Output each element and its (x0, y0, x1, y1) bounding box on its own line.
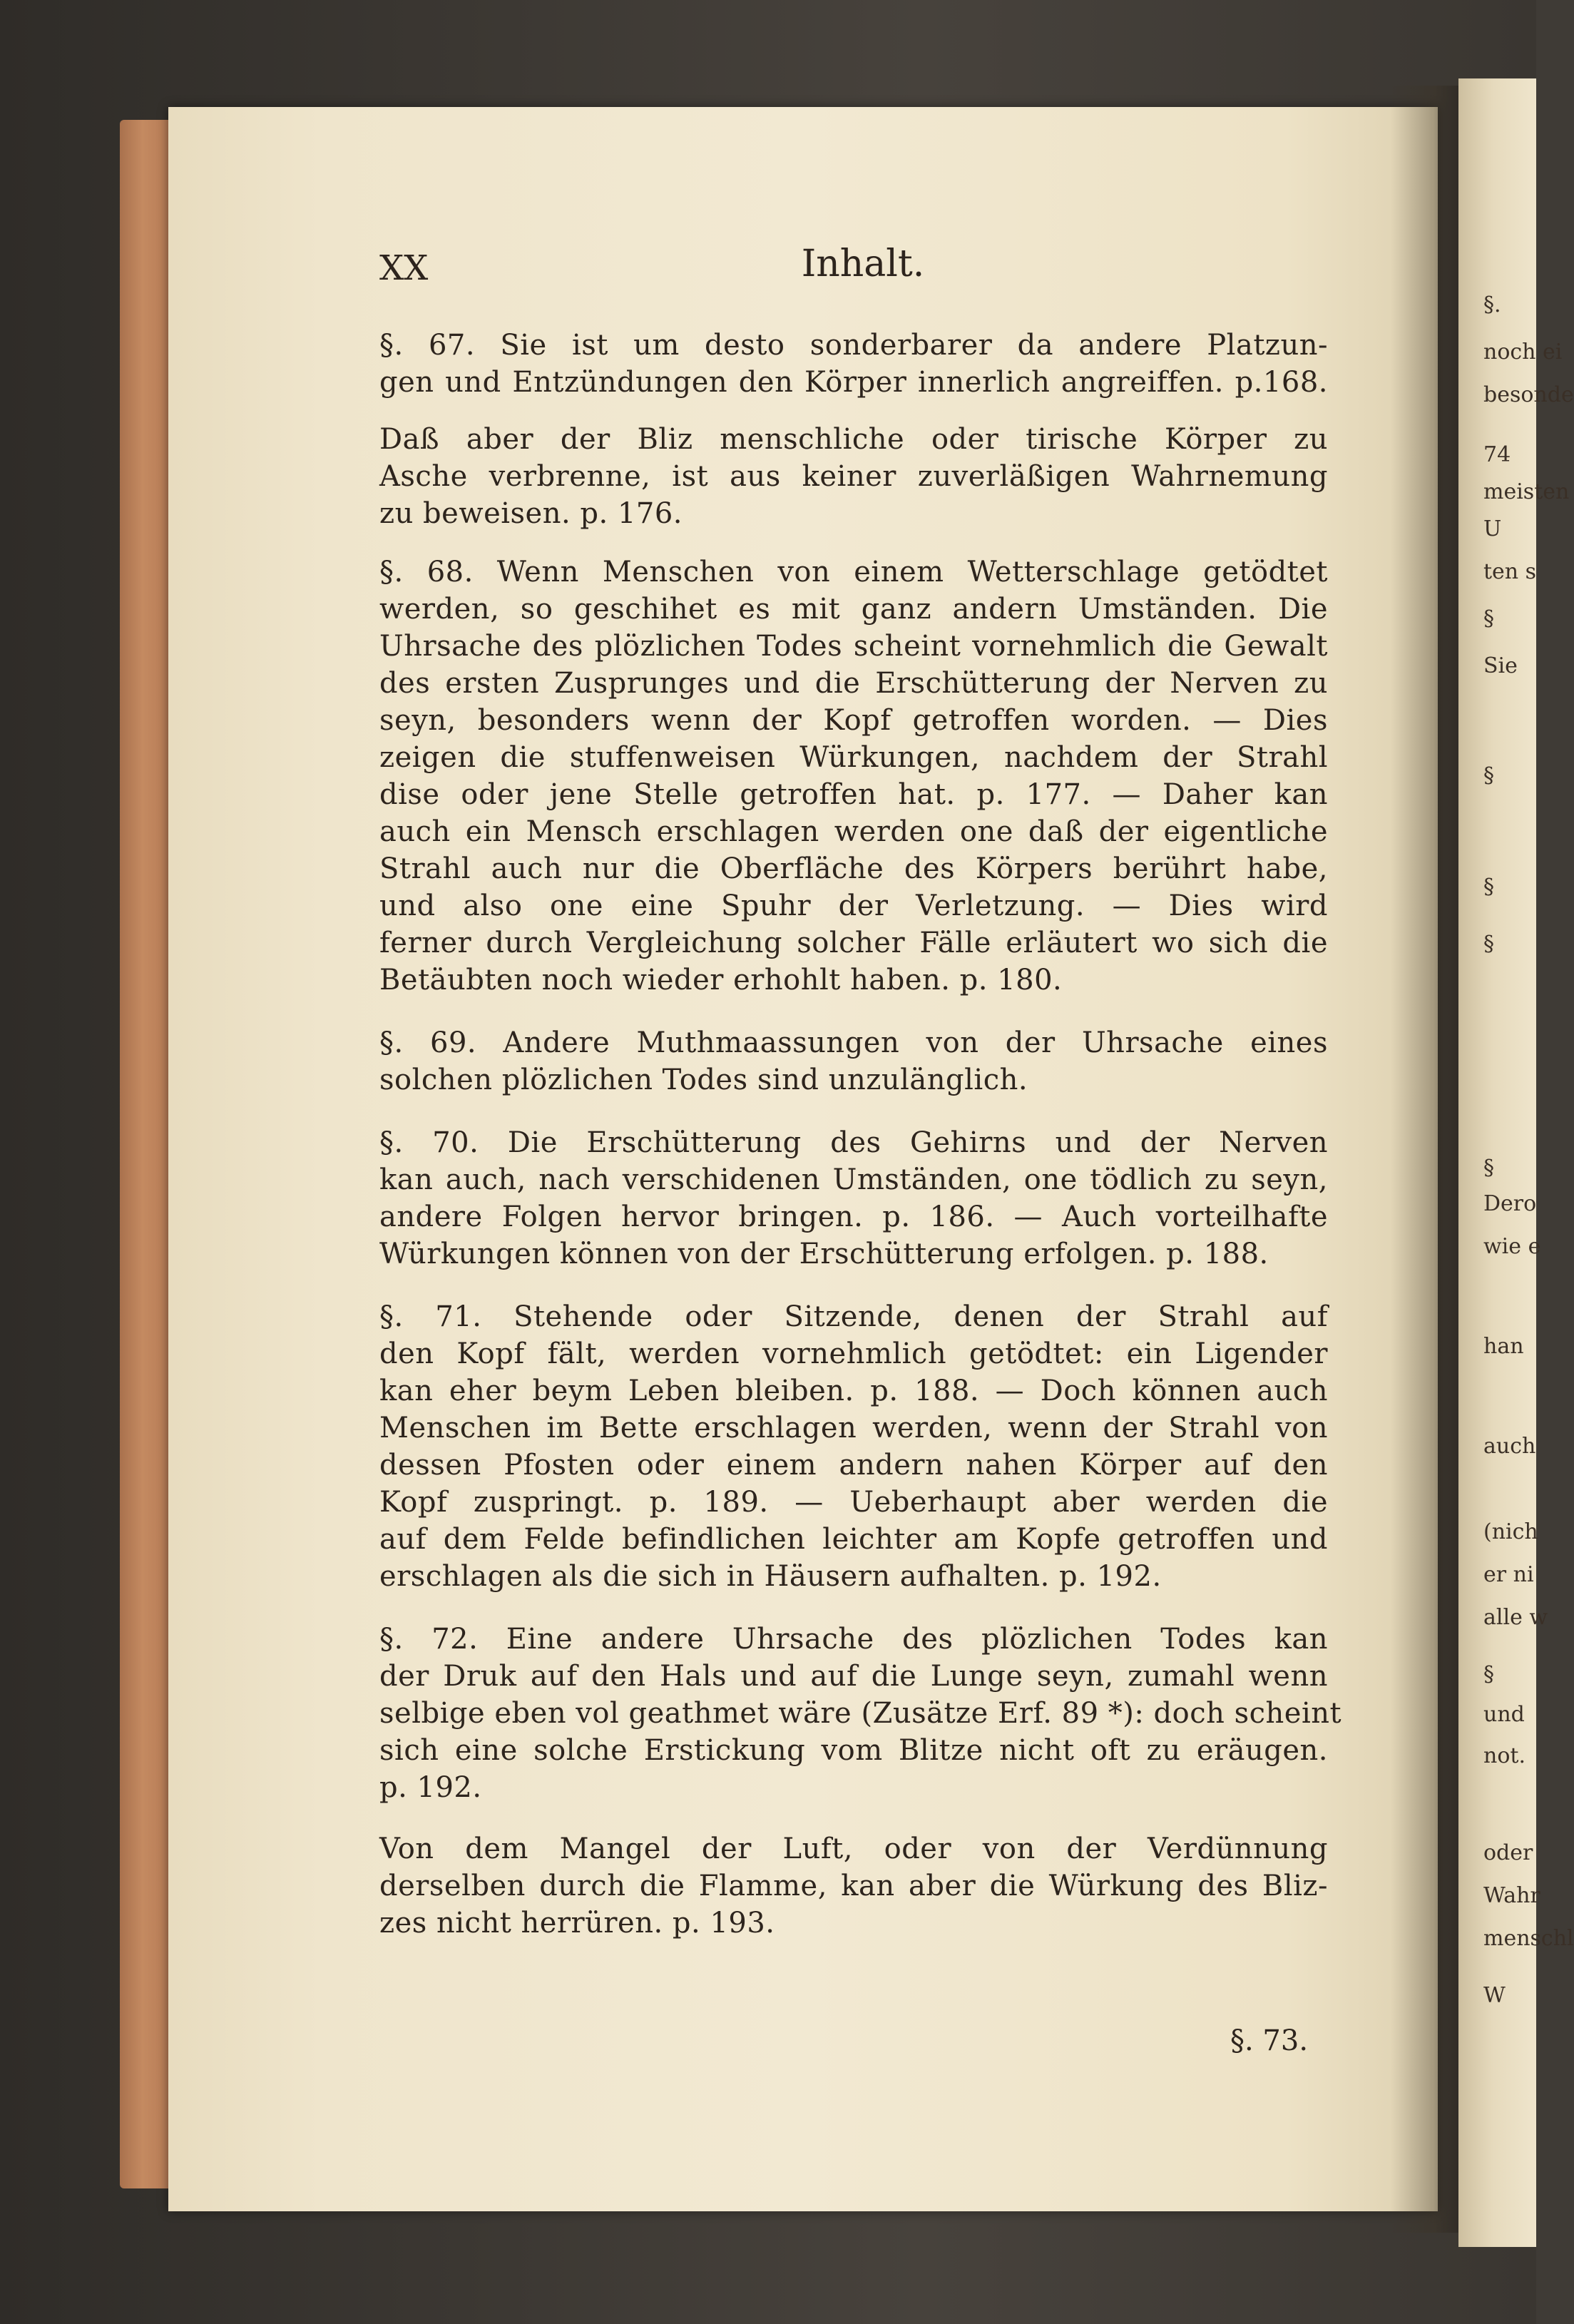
text-line: §. 67. Sie ist um desto sonderbarer da andere Platzun- (379, 329, 1328, 362)
facing-page-fragment: alle w (1483, 1605, 1548, 1630)
text-line: Uhrsache des plözlichen Todes scheint vornehmlich die Gewalt (379, 630, 1328, 663)
page-gutter-shadow (1391, 86, 1469, 2233)
facing-page-fragment: § (1483, 932, 1494, 957)
facing-page-fragment: han (1483, 1334, 1524, 1359)
text-line: §. 71. Stehende oder Sitzende, denen der Strahl auf (379, 1300, 1328, 1333)
text-line: Menschen im Bette erschlagen werden, wenn der Strahl von (379, 1412, 1328, 1444)
facing-page-fragment: W (1483, 1983, 1506, 2008)
facing-page-fragment: § (1483, 763, 1494, 788)
facing-page-fragment: § (1483, 1662, 1494, 1687)
text-line: §. 68. Wenn Menschen von einem Wetterschlage getödtet (379, 556, 1328, 588)
facing-page-fragment: meisten (1483, 479, 1570, 504)
running-head: Inhalt. (801, 243, 925, 285)
text-line: Kopf zuspringt. p. 189. — Ueberhaupt aber werden die (379, 1486, 1328, 1519)
text-line: Daß aber der Bliz menschliche oder tirische Körper zu (379, 423, 1328, 456)
text-line: zeigen die stuffenweisen Würkungen, nachdem der Strahl (379, 741, 1328, 774)
text-line: kan eher beym Leben bleiben. p. 188. — Doch können auch (379, 1375, 1328, 1407)
text-line: derselben durch die Flamme, kan aber die Würkung des Bliz- (379, 1870, 1328, 1902)
text-line: dessen Pfosten oder einem andern nahen Körper auf den (379, 1449, 1328, 1482)
text-line: auf dem Felde befindlichen leichter am Kopfe getroffen und (379, 1523, 1328, 1556)
text-line: Asche verbrenne, ist aus keiner zuverläßigen Wahrnemung (379, 460, 1328, 493)
facing-page-fragment: Sie (1483, 653, 1518, 678)
facing-page-fragment: er ni (1483, 1562, 1534, 1587)
text-line: andere Folgen hervor bringen. p. 186. — Auch vorteilhafte (379, 1201, 1328, 1233)
text-line: §. 70. Die Erschütterung des Gehirns und der Nerven (379, 1126, 1328, 1159)
catchword: §. 73. (1230, 2024, 1309, 2057)
text-line: werden, so geschihet es mit ganz andern Umständen. Die (379, 593, 1328, 626)
text-line: kan auch, nach verschidenen Umständen, one tödlich zu seyn, (379, 1163, 1328, 1196)
text-line: §. 69. Andere Muthmaassungen von der Uhrsache eines (379, 1026, 1328, 1059)
text-line: des ersten Zusprunges und die Erschütterung der Nerven zu (379, 667, 1328, 700)
facing-page-fragment: (nich (1483, 1519, 1538, 1544)
facing-page-fragment: Wahr (1483, 1883, 1540, 1908)
text-line: §. 72. Eine andere Uhrsache des plözlichen Todes kan (379, 1623, 1328, 1656)
text-line: Strahl auch nur die Oberfläche des Körpers berührt habe, (379, 852, 1328, 885)
facing-page-fragment: § (1483, 875, 1494, 899)
text-line: der Druk auf den Hals und auf die Lunge seyn, zumahl wenn (379, 1660, 1328, 1693)
text-line: und also one eine Spuhr der Verletzung. — Dies wird (379, 890, 1328, 922)
text-line: seyn, besonders wenn der Kopf getroffen worden. — Dies (379, 704, 1328, 737)
facing-page-fragment: § (1483, 1156, 1494, 1181)
text-line: zu beweisen. p. 176. (379, 497, 683, 530)
facing-page-fragment: noch ei (1483, 340, 1563, 365)
text-line: sich eine solche Erstickung vom Blitze nicht oft zu eräugen. (379, 1734, 1328, 1767)
text-line: gen und Entzündungen den Körper innerlich angreiffen. p.168. (379, 366, 1328, 399)
text-line: selbige eben vol geathmet wäre (Zusätze Erf. 89 *): doch scheint (379, 1697, 1342, 1730)
text-line: Betäubten noch wieder erhohlt haben. p. 180. (379, 964, 1063, 997)
facing-page-fragment: wie e (1483, 1234, 1541, 1259)
facing-page-fragment: auch (1483, 1434, 1536, 1459)
text-line: dise oder jene Stelle getroffen hat. p. 177. — Daher kan (379, 778, 1328, 811)
text-line: den Kopf fält, werden vornehmlich getödtet: ein Ligender (379, 1337, 1328, 1370)
facing-page-fragment: menschl (1483, 1926, 1574, 1951)
facing-page-fragment: oder (1483, 1840, 1533, 1865)
facing-page-fragment: not. (1483, 1743, 1526, 1768)
facing-page-fragment: 74 (1483, 442, 1511, 467)
page-number: XX (379, 248, 429, 288)
facing-page-fragment: besonde (1483, 382, 1574, 407)
text-line: Von dem Mangel der Luft, oder von der Verdünnung (379, 1833, 1328, 1865)
facing-page-fragment: §. (1483, 292, 1501, 317)
text-line: erschlagen als die sich in Häusern aufhalten. p. 192. (379, 1560, 1162, 1593)
text-line: auch ein Mensch erschlagen werden one daß der eigentliche (379, 815, 1328, 848)
facing-page-fragment: U (1483, 516, 1502, 541)
facing-page-fragment: ten s (1483, 559, 1537, 584)
text-line: p. 192. (379, 1771, 482, 1804)
text-line: solchen plözlichen Todes sind unzulänglich. (379, 1064, 1028, 1096)
facing-page-fragment: § (1483, 606, 1494, 631)
text-line: ferner durch Vergleichung solcher Fälle erläutert wo sich die (379, 927, 1328, 959)
text-line: Würkungen können von der Erschütterung erfolgen. p. 188. (379, 1238, 1269, 1270)
text-line: zes nicht herrüren. p. 193. (379, 1907, 775, 1940)
facing-page-fragment: und (1483, 1702, 1525, 1727)
facing-page-fragment: Dero (1483, 1191, 1537, 1216)
